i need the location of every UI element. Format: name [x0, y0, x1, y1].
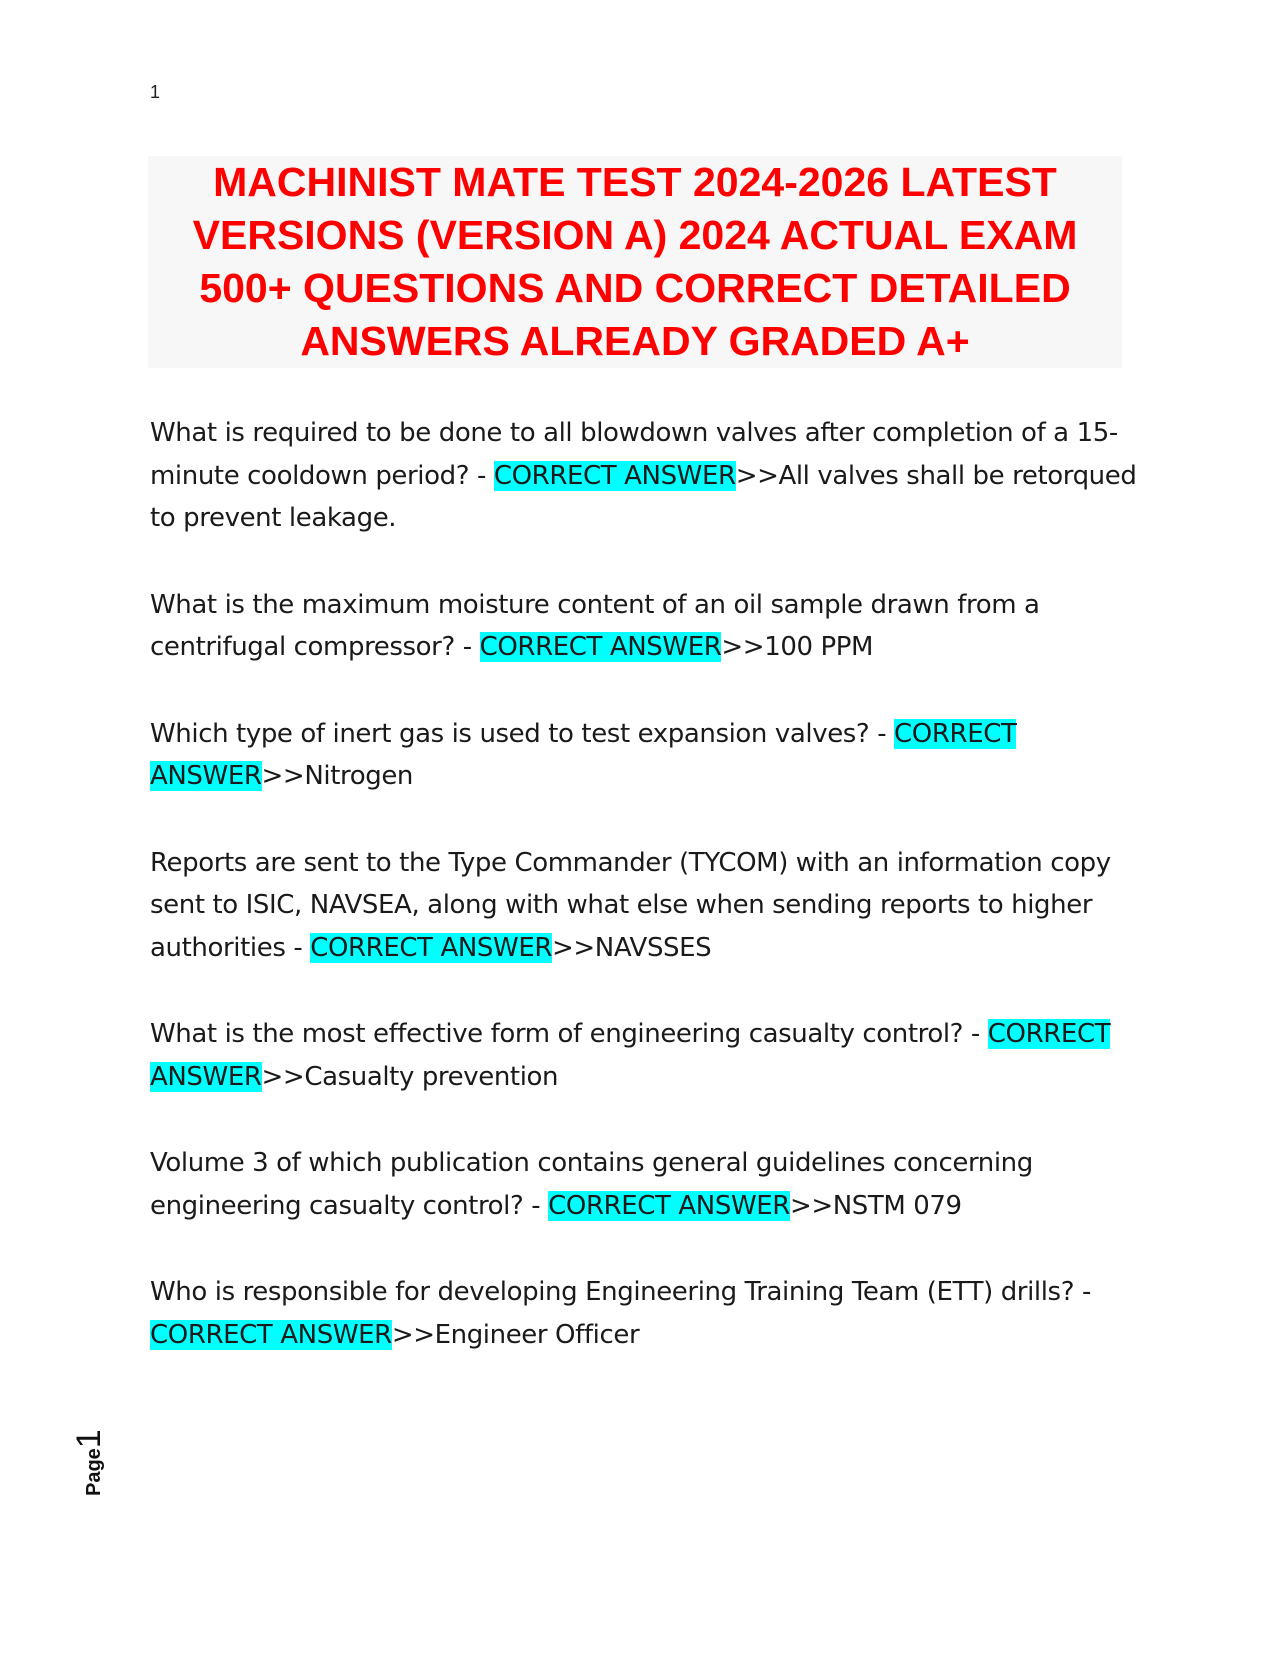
correct-answer-marker: CORRECT ANSWER — [310, 932, 553, 963]
question-text: Which type of inert gas is used to test expansion valves? - — [150, 718, 895, 749]
side-page-label — [70, 1429, 109, 1496]
answer-text: >>NSTM 079 — [789, 1190, 962, 1221]
correct-answer-marker: CORRECT ANSWER — [150, 718, 1017, 791]
qa-item — [150, 1013, 1140, 1098]
title-line: MACHINIST MATE TEST 2024-2026 LATEST — [213, 159, 1057, 205]
question-text: Who is responsible for developing Engineering Training Team (ETT) drills? - — [150, 1277, 1091, 1307]
answer-text: >>Nitrogen — [261, 761, 413, 791]
document-title — [148, 156, 1122, 368]
question-text: Reports are sent to the Type Commander (TYCOM) with an information copy sent to ISIC, NAVSEA, along with what else when sending reports to higher authorities - — [150, 847, 1111, 963]
correct-answer-marker: CORRECT ANSWER — [548, 1190, 790, 1221]
correct-answer-marker: CORRECT ANSWER — [150, 1319, 392, 1350]
answer-text: >>Casualty prevention — [261, 1061, 559, 1092]
answer-text: >>NAVSSES — [552, 932, 712, 963]
qa-list — [150, 412, 1140, 1400]
question-text: What is required to be done to all blowdown valves after completion of a 15-minute cooldown period? - — [150, 418, 1118, 491]
question-text: What is the most effective form of engineering casualty control? - — [150, 1019, 988, 1049]
qa-item — [150, 412, 1140, 540]
correct-answer-marker: CORRECT ANSWER — [493, 460, 736, 491]
title-line: ANSWERS ALREADY GRADED A+ — [300, 318, 970, 364]
title-line: VERSIONS (VERSION A) 2024 ACTUAL EXAM — [192, 212, 1078, 258]
qa-item — [150, 713, 1140, 798]
correct-answer-marker: CORRECT ANSWER — [150, 1019, 1111, 1092]
answer-text: >>100 PPM — [721, 632, 874, 662]
correct-answer-marker: CORRECT ANSWER — [479, 632, 722, 662]
qa-item — [150, 1271, 1140, 1356]
qa-item — [150, 584, 1140, 669]
page-number-top: 1 — [150, 82, 161, 102]
answer-text: >>All valves shall be retorqued to prevent leakage. — [150, 460, 1137, 533]
question-text: Volume 3 of which publication contains general guidelines concerning engineering casualty control? - — [150, 1148, 1033, 1221]
title-line: 500+ QUESTIONS AND CORRECT DETAILED — [199, 265, 1071, 311]
qa-item — [150, 1142, 1140, 1227]
answer-text: >>Engineer Officer — [391, 1319, 640, 1350]
page-num: 1 — [70, 1429, 108, 1449]
question-text: What is the maximum moisture content of an oil sample drawn from a centrifugal compressor? - — [150, 589, 1040, 662]
qa-item — [150, 842, 1140, 970]
page-word: Page — [83, 1448, 105, 1496]
